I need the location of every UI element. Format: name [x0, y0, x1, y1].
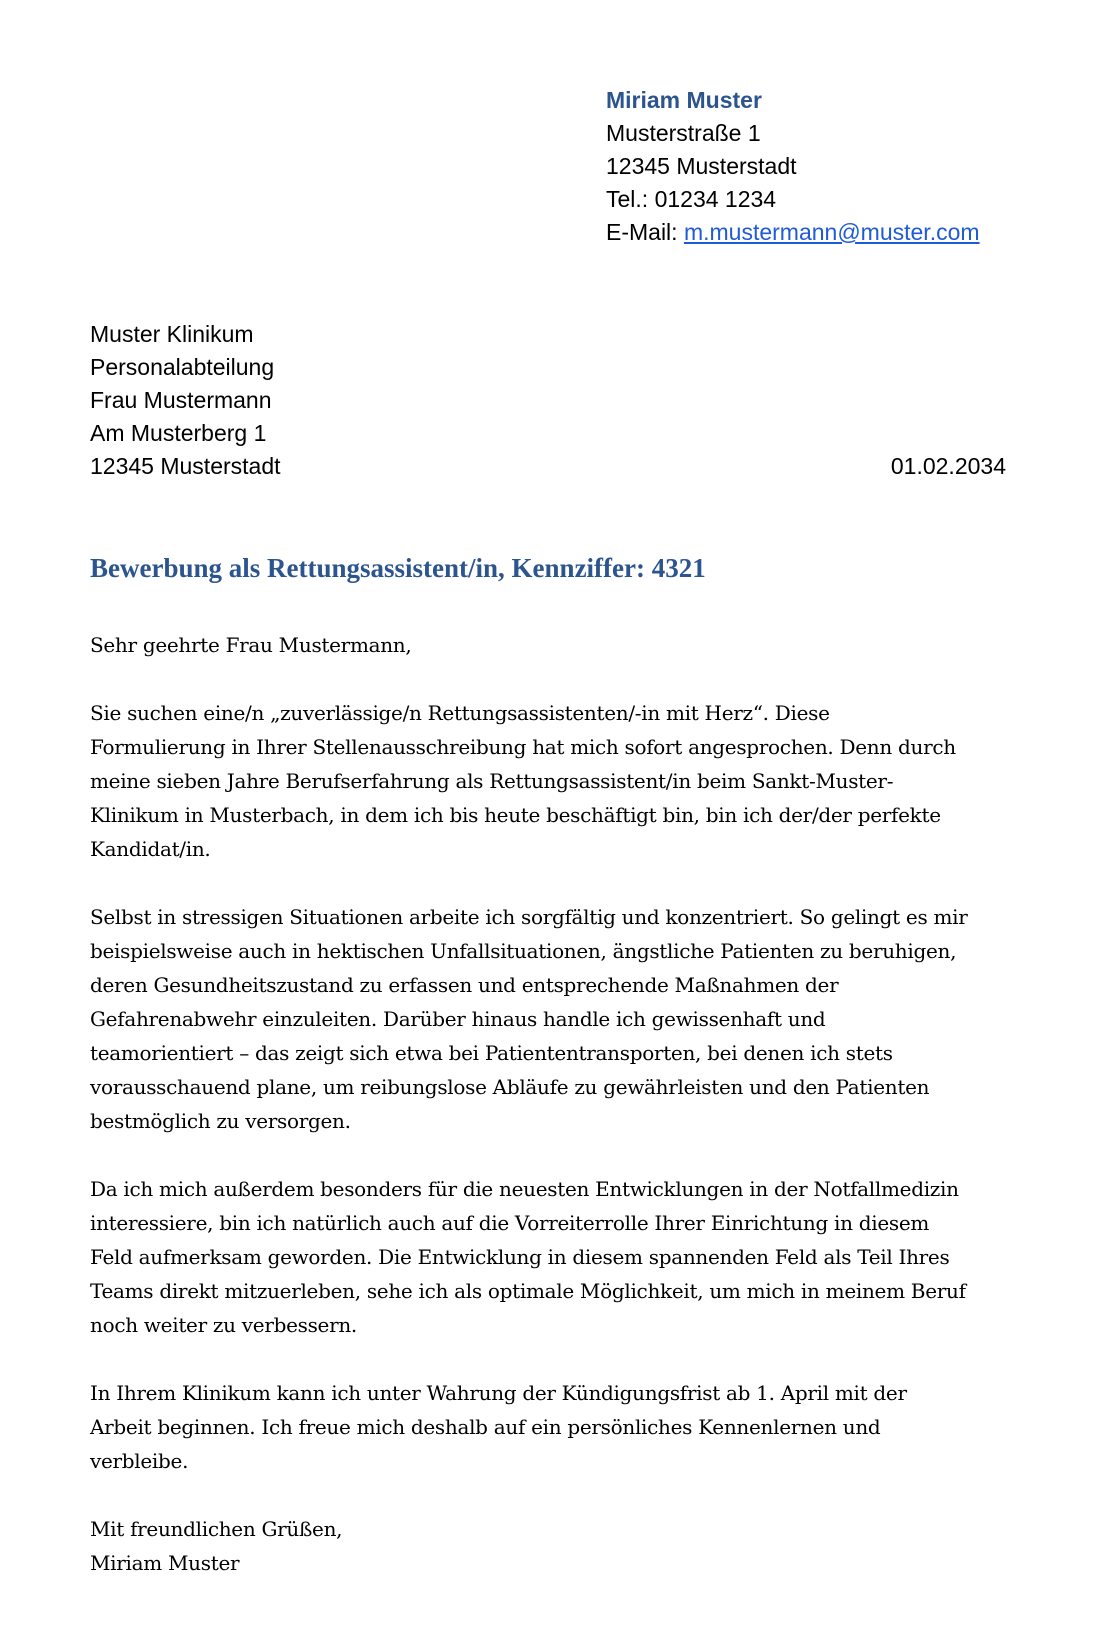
paragraph-line: meine sieben Jahre Berufserfahrung als Rettungsassistent/in beim Sankt-Muster- — [90, 769, 894, 793]
paragraph-line: Klinikum in Musterbach, in dem ich bis heute beschäftigt bin, bin ich der/der perfekte — [90, 803, 941, 827]
recipient-block — [90, 318, 281, 483]
letter-subject: Bewerbung als Rettungsassistent/in, Kennziffer: 4321 — [90, 553, 706, 583]
sender-city: 12345 Musterstadt — [606, 153, 797, 179]
paragraph-line: Da ich mich außerdem besonders für die neuesten Entwicklungen in der Notfallmedizin — [90, 1177, 959, 1201]
paragraph — [90, 900, 1030, 1138]
closing — [90, 1512, 1030, 1580]
paragraph-line: bestmöglich zu versorgen. — [90, 1109, 351, 1133]
paragraph-line: Arbeit beginnen. Ich freue mich deshalb auf ein persönliches Kennenlernen und — [90, 1415, 881, 1439]
paragraph-line: Sie suchen eine/n „zuverlässige/n Rettungsassistenten/-in mit Herz“. Diese — [90, 701, 830, 725]
paragraph-line: noch weiter zu verbessern. — [90, 1313, 357, 1337]
paragraph-line: Selbst in stressigen Situationen arbeite ich sorgfältig und konzentriert. So gelingt es mir — [90, 905, 968, 929]
paragraph-line: Kandidat/in. — [90, 837, 211, 861]
recipient-contact: Frau Mustermann — [90, 387, 272, 413]
letter-body — [90, 628, 1030, 1580]
paragraph-line: In Ihrem Klinikum kann ich unter Wahrung der Kündigungsfrist ab 1. April mit der — [90, 1381, 907, 1405]
sender-street: Musterstraße 1 — [606, 120, 761, 146]
paragraph-line: vorausschauend plane, um reibungslose Abläufe zu gewährleisten und den Patienten — [90, 1075, 930, 1099]
paragraph-line: verbleibe. — [90, 1449, 189, 1473]
paragraph — [90, 1172, 1030, 1342]
paragraph — [90, 696, 1030, 866]
sender-block — [606, 84, 980, 249]
closing-greeting: Mit freundlichen Grüßen, — [90, 1517, 343, 1541]
salutation — [90, 628, 1030, 662]
sender-email-link[interactable]: m.mustermann@muster.com — [683, 219, 980, 245]
recipient-city: 12345 Musterstadt — [90, 453, 281, 479]
paragraph-line: Teams direkt mitzuerleben, sehe ich als optimale Möglichkeit, um mich in meinem Beruf — [90, 1279, 966, 1303]
letter-date: 01.02.2034 — [890, 453, 1006, 479]
paragraph-line: interessiere, bin ich natürlich auch auf die Vorreiterrolle Ihrer Einrichtung in diesem — [90, 1211, 930, 1235]
sender-phone: Tel.: 01234 1234 — [606, 186, 777, 212]
recipient-street: Am Musterberg 1 — [90, 420, 267, 446]
sender-email-line — [606, 216, 980, 249]
paragraph-line: beispielsweise auch in hektischen Unfallsituationen, ängstliche Patienten zu beruhigen, — [90, 939, 957, 963]
paragraph-line: Gefahrenabwehr einzuleiten. Darüber hinaus handle ich gewissenhaft und — [90, 1007, 826, 1031]
sender-name: Miriam Muster — [606, 87, 762, 113]
salutation-line: Sehr geehrte Frau Mustermann, — [90, 633, 412, 657]
paragraph-line: teamorientiert – das zeigt sich etwa bei Patiententransporten, bei denen ich stets — [90, 1041, 893, 1065]
closing-signature: Miriam Muster — [90, 1551, 240, 1575]
paragraph-line: deren Gesundheitszustand zu erfassen und entsprechende Maßnahmen der — [90, 973, 839, 997]
recipient-department: Personalabteilung — [90, 354, 275, 380]
paragraph-line: Feld aufmerksam geworden. Die Entwicklung in diesem spannenden Feld als Teil Ihres — [90, 1245, 950, 1269]
recipient-company: Muster Klinikum — [90, 321, 254, 347]
sender-email-label: E-Mail: — [606, 219, 684, 245]
paragraph — [90, 1376, 1030, 1478]
paragraph-line: Formulierung in Ihrer Stellenausschreibung hat mich sofort angesprochen. Denn durch — [90, 735, 956, 759]
